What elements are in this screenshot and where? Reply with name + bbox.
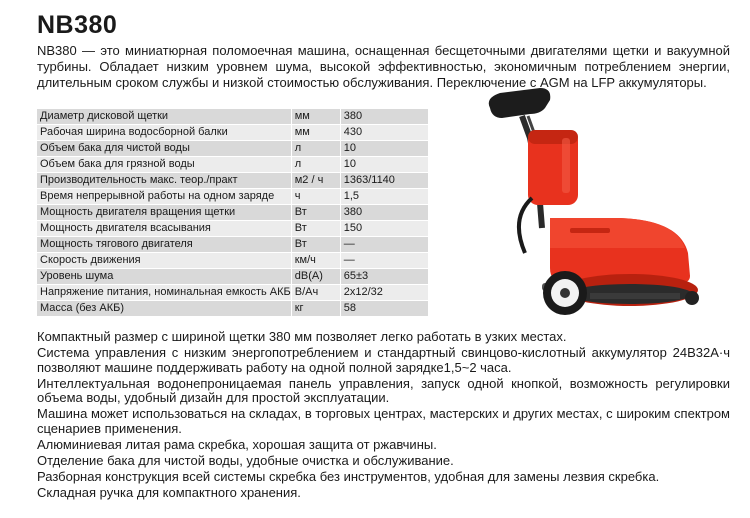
spec-name: Производительность макс. теор./практ bbox=[37, 173, 291, 189]
spec-name: Объем бака для чистой воды bbox=[37, 141, 291, 157]
spec-unit: dB(A) bbox=[291, 269, 340, 285]
spec-unit: мм bbox=[291, 125, 340, 141]
spec-row bbox=[37, 125, 428, 141]
spec-row bbox=[37, 157, 428, 173]
spec-row bbox=[37, 109, 428, 125]
feature-item: Отделение бака для чистой воды, удобные очистка и обслуживание. bbox=[37, 452, 454, 468]
spec-value: 380 bbox=[340, 109, 428, 125]
spec-name: Уровень шума bbox=[37, 269, 291, 285]
spec-unit: Вт bbox=[291, 221, 340, 237]
spec-name: Диаметр дисковой щетки bbox=[37, 109, 291, 125]
spec-name: Скорость движения bbox=[37, 253, 291, 269]
spec-unit: км/ч bbox=[291, 253, 340, 269]
feature-item: Разборная конструкция всей системы скребка без инструментов, удобная для замены лезвия скребка. bbox=[37, 468, 660, 484]
spec-unit: ч bbox=[291, 189, 340, 205]
spec-value: 2х12/32 bbox=[340, 285, 428, 301]
product-intro: NB380 — это миниатюрная поломоечная машина, оснащенная бесщеточными двигателями щетки и вакуумной турбины. Обладает низким уровнем шума, высокой эффективностью, экономичным потреблением энергии, длительным сроком службы и низкой стоимостью обслуживания. Переключение с AGM на LFP аккумуляторы. bbox=[37, 43, 730, 90]
spec-name: Масса (без АКБ) bbox=[37, 301, 291, 317]
spec-value: 1,5 bbox=[340, 189, 428, 205]
spec-unit: м2 / ч bbox=[291, 173, 340, 189]
handle-grip bbox=[489, 88, 551, 118]
spec-row bbox=[37, 285, 428, 301]
feature-item: Машина может использоваться на складах, в торговых центрах, мастерских и других местах, с широким спектром сценариев применения. bbox=[37, 406, 730, 436]
spec-row bbox=[37, 189, 428, 205]
spec-row bbox=[37, 253, 428, 269]
spec-row bbox=[37, 301, 428, 317]
spec-value: 65±3 bbox=[340, 269, 428, 285]
spec-unit: В/Ач bbox=[291, 285, 340, 301]
spec-value: 10 bbox=[340, 141, 428, 157]
spec-value: 1363/1140 bbox=[340, 173, 428, 189]
spec-row bbox=[37, 173, 428, 189]
feature-item: Система управления с низким энергопотреблением и стандартный свинцово-кислотный аккумулятор 24В32А·ч позволяют машине поддерживать работу на одной полной зарядке1,5~2 часа. bbox=[37, 345, 730, 375]
spec-name: Рабочая ширина водосборной балки bbox=[37, 125, 291, 141]
floor-scrubber-image bbox=[470, 78, 730, 328]
features-list bbox=[37, 330, 730, 502]
spec-value: — bbox=[340, 253, 428, 269]
spec-name: Мощность тягового двигателя bbox=[37, 237, 291, 253]
spec-name: Мощность двигателя вращения щетки bbox=[37, 205, 291, 221]
spec-name: Время непрерывной работы на одном заряде bbox=[37, 189, 291, 205]
spec-unit: мм bbox=[291, 109, 340, 125]
spec-unit: Вт bbox=[291, 237, 340, 253]
feature-item: Интеллектуальная водонепроницаемая панель управления, запуск одной кнопкой, возможность регулировки объема воды, удобный дизайн для простой эксплуатации. bbox=[37, 375, 730, 405]
spec-name: Объем бака для грязной воды bbox=[37, 157, 291, 173]
spec-value: — bbox=[340, 237, 428, 253]
spec-unit: л bbox=[291, 157, 340, 173]
spec-unit: Вт bbox=[291, 205, 340, 221]
spec-value: 380 bbox=[340, 205, 428, 221]
specs-table bbox=[37, 109, 428, 317]
feature-item: Компактный размер с шириной щетки 380 мм позволяет легко работать в узких местах. bbox=[37, 329, 567, 344]
feature-item: Алюминиевая литая рама скребка, хорошая защита от ржавчины. bbox=[37, 436, 437, 452]
spec-row bbox=[37, 205, 428, 221]
spec-name: Мощность двигателя всасывания bbox=[37, 221, 291, 237]
product-title: NB380 bbox=[37, 11, 118, 39]
spec-row bbox=[37, 237, 428, 253]
feature-item: Складная ручка для компактного хранения. bbox=[37, 484, 301, 500]
spec-row bbox=[37, 141, 428, 157]
spec-unit: кг bbox=[291, 301, 340, 317]
spec-value: 58 bbox=[340, 301, 428, 317]
spec-value: 430 bbox=[340, 125, 428, 141]
spec-row bbox=[37, 221, 428, 237]
spec-value: 10 bbox=[340, 157, 428, 173]
spec-unit: л bbox=[291, 141, 340, 157]
spec-value: 150 bbox=[340, 221, 428, 237]
spec-row bbox=[37, 269, 428, 285]
spec-name: Напряжение питания, номинальная емкость АКБ bbox=[37, 285, 291, 301]
